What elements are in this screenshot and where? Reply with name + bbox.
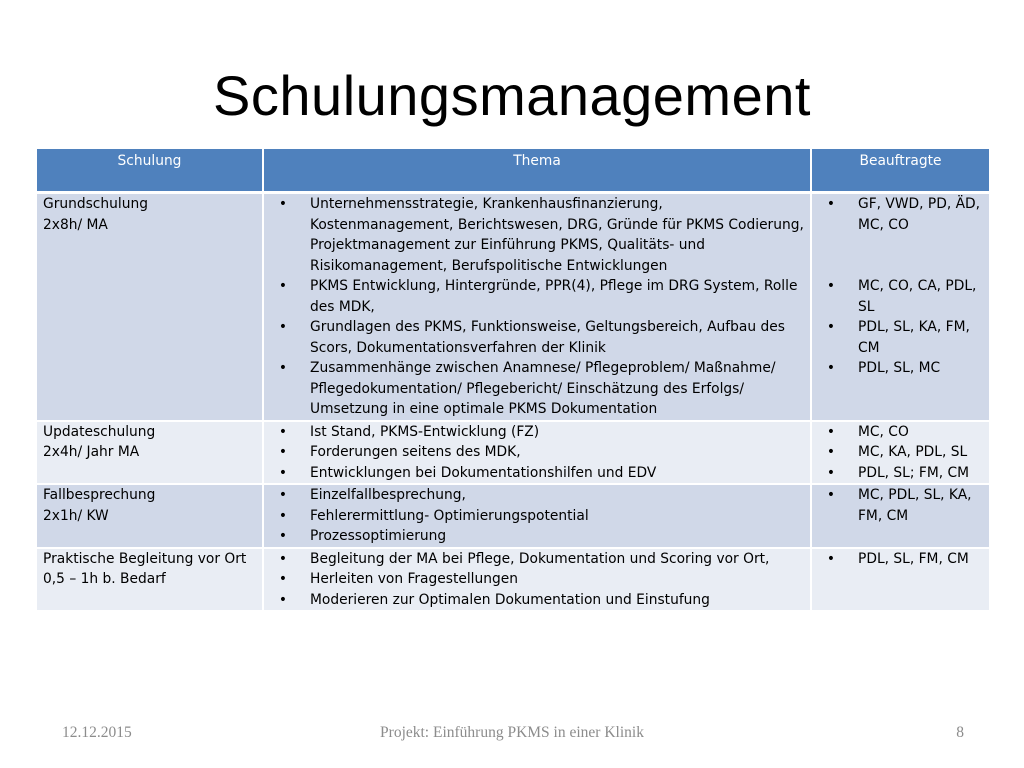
beauftragte-text: PDL, SL; FM, CM xyxy=(858,464,970,481)
thema-text: Unternehmensstrategie, Krankenhausfinanzierung, Kostenmanagement, Berichtswesen, DRG, Gründe für PKMS Codierung, Projektmanagement zur Einführung PKMS, Qualitäts- und Risikomanagement, Berufspolitische Entwicklungen xyxy=(310,196,804,274)
list-item xyxy=(818,549,983,570)
schulung-dauer: 2x1h/ KW xyxy=(43,507,109,524)
list-item xyxy=(270,422,804,443)
bullet-icon: • xyxy=(278,196,288,212)
bullet-icon: • xyxy=(278,423,288,440)
list-item xyxy=(270,317,804,358)
table-row xyxy=(37,484,989,548)
table-row xyxy=(37,421,989,485)
thema-cell xyxy=(263,193,811,421)
beauftragte-text: PDL, SL, FM, CM xyxy=(858,550,969,567)
bullet-icon: • xyxy=(826,360,836,376)
bullet-icon: • xyxy=(278,507,288,524)
footer-date: 12.12.2015 xyxy=(62,724,132,741)
beauftragte-list xyxy=(818,194,983,379)
bullet-icon: • xyxy=(278,319,288,335)
thema-cell xyxy=(263,548,811,612)
beauftragte-list xyxy=(818,422,983,484)
beauftragte-text: PDL, SL, MC xyxy=(858,360,941,376)
thema-cell xyxy=(263,421,811,485)
bullet-icon: • xyxy=(826,278,836,294)
list-item xyxy=(818,317,983,358)
beauftragte-text: MC, CO xyxy=(858,423,909,440)
thema-text: Begleitung der MA bei Pflege, Dokumentation und Scoring vor Ort, xyxy=(310,550,770,567)
table-row xyxy=(37,548,989,612)
thema-text: Einzelfallbesprechung, xyxy=(310,487,466,503)
list-item xyxy=(818,276,983,317)
beauftragte-list xyxy=(818,549,983,570)
bullet-icon: • xyxy=(278,360,288,376)
list-item xyxy=(818,485,983,526)
bullet-icon: • xyxy=(278,278,288,294)
list-item xyxy=(270,442,804,463)
thema-list xyxy=(270,485,804,547)
list-item xyxy=(270,590,804,611)
bullet-icon: • xyxy=(826,487,836,503)
schulung-dauer: 2x4h/ Jahr MA xyxy=(43,444,140,460)
bullet-icon: • xyxy=(278,444,288,460)
list-item xyxy=(270,485,804,506)
header-thema: Thema xyxy=(263,149,811,193)
thema-list xyxy=(270,422,804,484)
list-item xyxy=(818,194,983,235)
beauftragte-cell xyxy=(811,421,989,485)
thema-text: Moderieren zur Optimalen Dokumentation und Einstufung xyxy=(310,591,710,608)
bullet-icon: • xyxy=(278,591,288,608)
bullet-icon: • xyxy=(826,444,836,460)
schulung-name: Updateschulung xyxy=(43,423,156,440)
thema-text: PKMS Entwicklung, Hintergründe, PPR(4), Pflege im DRG System, Rolle des MDK, xyxy=(310,278,798,315)
bullet-icon: • xyxy=(826,464,836,481)
training-table xyxy=(37,149,989,612)
beauftragte-cell xyxy=(811,484,989,548)
table-row xyxy=(37,193,989,421)
list-item xyxy=(270,463,804,484)
beauftragte-text: PDL, SL, KA, FM, CM xyxy=(858,319,970,356)
bullet-icon: • xyxy=(278,464,288,481)
list-item xyxy=(818,463,983,484)
beauftragte-text: MC, CO, CA, PDL, SL xyxy=(858,278,977,315)
thema-cell xyxy=(263,484,811,548)
list-item xyxy=(270,526,804,547)
footer-page-number: 8 xyxy=(956,724,964,741)
list-item xyxy=(270,549,804,570)
beauftragte-list xyxy=(818,485,983,526)
beauftragte-text: MC, PDL, SL, KA, FM, CM xyxy=(858,487,972,524)
list-item xyxy=(818,358,983,379)
bullet-icon: • xyxy=(278,528,288,544)
thema-text: Herleiten von Fragestellungen xyxy=(310,571,518,587)
list-item xyxy=(270,276,804,317)
thema-list xyxy=(270,549,804,611)
slide-title: Schulungsmanagement xyxy=(213,64,811,127)
list-item xyxy=(270,358,804,420)
list-item xyxy=(270,506,804,527)
schulung-cell xyxy=(37,421,263,485)
thema-text: Zusammenhänge zwischen Anamnese/ Pflegeproblem/ Maßnahme/ Pflegedokumentation/ Pflegebericht/ Einschätzung des Erfolgs/ Umsetzung in eine optimale PKMS Dokumentation xyxy=(310,360,776,417)
bullet-icon: • xyxy=(278,487,288,503)
schulung-dauer: 2x8h/ MA xyxy=(43,216,108,233)
schulung-cell xyxy=(37,548,263,612)
header-schulung: Schulung xyxy=(37,149,263,193)
beauftragte-cell xyxy=(811,193,989,421)
list-item xyxy=(270,569,804,590)
list-item xyxy=(818,442,983,463)
beauftragte-text: MC, KA, PDL, SL xyxy=(858,444,968,460)
thema-list xyxy=(270,194,804,420)
schulung-cell xyxy=(37,484,263,548)
thema-text: Prozessoptimierung xyxy=(310,528,447,544)
bullet-icon: • xyxy=(826,319,836,335)
beauftragte-cell xyxy=(811,548,989,612)
schulung-name: Praktische Begleitung vor Ort xyxy=(43,550,247,567)
footer-project: Projekt: Einführung PKMS in einer Klinik xyxy=(380,724,644,741)
thema-text: Fehlerermittlung- Optimierungspotential xyxy=(310,507,589,524)
thema-text: Ist Stand, PKMS-Entwicklung (FZ) xyxy=(310,423,540,440)
thema-text: Forderungen seitens des MDK, xyxy=(310,444,521,460)
bullet-icon: • xyxy=(826,196,836,212)
schulung-name: Fallbesprechung xyxy=(43,487,156,503)
schulung-dauer: 0,5 – 1h b. Bedarf xyxy=(43,571,166,587)
list-item xyxy=(270,194,804,276)
table-header-row xyxy=(37,149,989,193)
bullet-icon: • xyxy=(278,571,288,587)
thema-text: Grundlagen des PKMS, Funktionsweise, Geltungsbereich, Aufbau des Scors, Dokumentationsverfahren der Klinik xyxy=(310,319,785,356)
bullet-icon: • xyxy=(826,550,836,567)
schulung-name: Grundschulung xyxy=(43,196,148,212)
schulung-cell xyxy=(37,193,263,421)
list-item xyxy=(818,422,983,443)
bullet-icon: • xyxy=(278,550,288,567)
thema-text: Entwicklungen bei Dokumentationshilfen und EDV xyxy=(310,464,657,481)
bullet-icon: • xyxy=(826,423,836,440)
beauftragte-text: GF, VWD, PD, ÄD, MC, CO xyxy=(858,196,981,233)
header-beauftragte: Beauftragte xyxy=(811,149,989,193)
